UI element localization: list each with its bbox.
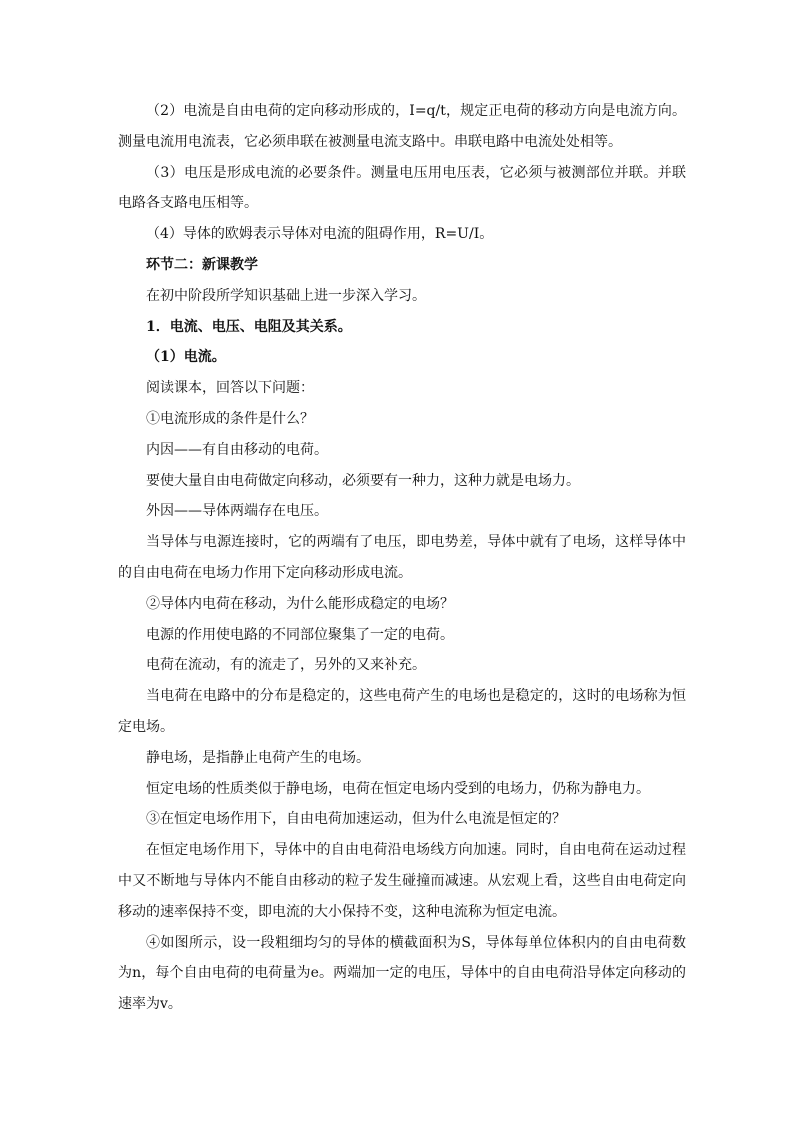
paragraph-constant-current: 在恒定电场作用下，导体中的自由电荷沿电场线方向加速。同时，自由电荷在运动过程中又不断地与导体内不能自由移动的粒子发生碰撞而减速。从宏观上看，这些自由电荷定向移动的速率保持不变，即电流的大小保持不变，这种电流称为恒定电流。 [118, 842, 686, 920]
paragraph-external-cause: 外因——导体两端存在电压。 [146, 503, 328, 520]
section-heading-new-lesson: 环节二：新课教学 [146, 256, 258, 273]
paragraph-intro: 在初中阶段所学知识基础上进一步深入学习。 [146, 287, 426, 304]
paragraph-electric-force: 要使大量自由电荷做定向移动，必须要有一种力，这种力就是电场力。 [146, 472, 580, 489]
paragraph-current-definition: （2）电流是自由电荷的定向移动形成的，I=q/t，规定正电荷的移动方向是电流方向。测量电流用电流表，它必须串联在被测量电流支路中。串联电路中电流处处相等。 [118, 103, 686, 150]
paragraph-electrostatic-field: 静电场，是指静止电荷产生的电场。 [146, 749, 370, 766]
paragraph-conductor-source: 当导体与电源连接时，它的两端有了电压，即电势差，导体中就有了电场，这样导体中的自由电荷在电场力作用下定向移动形成电流。 [118, 534, 686, 581]
paragraph-read-textbook: 阅读课本，回答以下问题： [146, 380, 314, 397]
question-1: ①电流形成的条件是什么？ [146, 410, 314, 427]
subsection-heading-current: （1）电流。 [146, 349, 226, 366]
paragraph-constant-field: 当电荷在电路中的分布是稳定的，这些电荷产生的电场也是稳定的，这时的电场称为恒定电场。 [118, 688, 686, 735]
paragraph-field-properties: 恒定电场的性质类似于静电场，电荷在恒定电场内受到的电场力，仍称为静电力。 [146, 780, 650, 797]
paragraph-resistance-definition: （4）导体的欧姆表示导体对电流的阻碍作用，R=U/I。 [146, 226, 494, 243]
subsection-heading-1: 1．电流、电压、电阻及其关系。 [146, 318, 352, 335]
document-body [118, 96, 686, 1020]
question-3: ③在恒定电场作用下，自由电荷加速运动，但为什么电流是恒定的？ [146, 811, 566, 828]
question-2: ②导体内电荷在移动，为什么能形成稳定的电场？ [146, 595, 454, 612]
paragraph-internal-cause: 内因——有自由移动的电荷。 [146, 441, 328, 458]
paragraph-voltage-definition: （3）电压是形成电流的必要条件。测量电压用电压表，它必须与被测部位并联。并联电路各支路电压相等。 [118, 164, 686, 212]
paragraph-charge-flow: 电荷在流动，有的流走了，另外的又来补充。 [146, 657, 426, 674]
question-4: ④如图所示，设一段粗细均匀的导体的横截面积为S，导体每单位体积内的自由电荷数为n，每个自由电荷的电荷量为e。两端加一定的电压，导体中的自由电荷沿导体定向移动的速率为v。 [118, 934, 686, 1013]
paragraph-source-role: 电源的作用使电路的不同部位聚集了一定的电荷。 [146, 626, 454, 643]
